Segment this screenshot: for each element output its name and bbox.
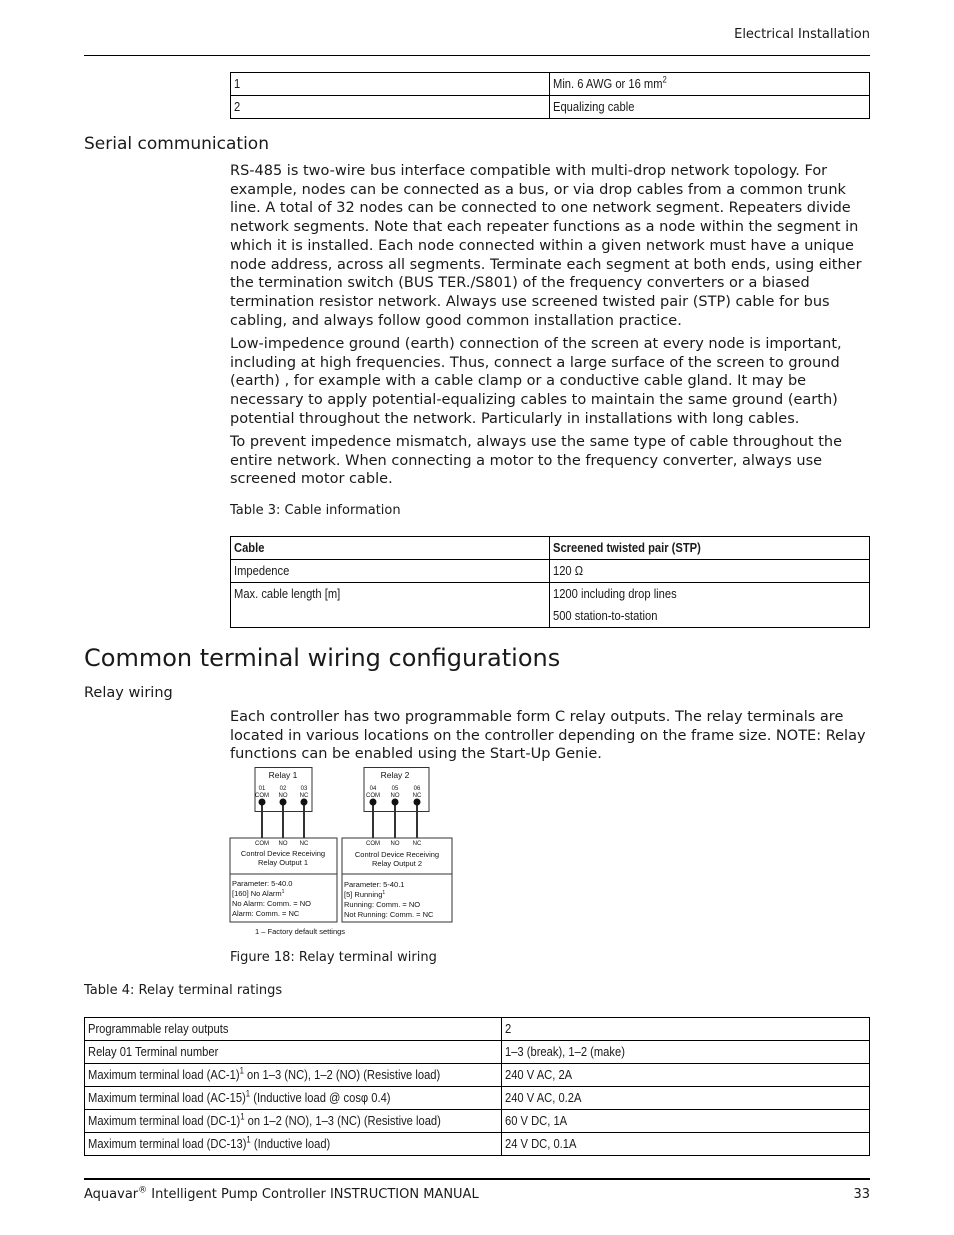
param-line: Parameter: 5-40.0 <box>232 879 293 888</box>
table-row <box>85 1041 870 1064</box>
table-row <box>231 96 870 119</box>
table-cell: 1 <box>231 73 550 96</box>
table-cell: 2 <box>231 96 550 119</box>
column-header: Cable <box>231 537 550 560</box>
terminal-label: NO <box>278 793 288 799</box>
relay-2-title: Relay 2 <box>380 770 410 780</box>
ground-cable-table <box>230 72 870 119</box>
table-cell: Max. cable length [m] <box>231 583 550 628</box>
table-row <box>85 1087 870 1110</box>
table-cell: Maximum terminal load $(DC-13)^1$ (Inductive load) <box>85 1133 502 1156</box>
table-header-row <box>231 537 870 560</box>
device-1-label: Relay Output 1 <box>257 858 309 867</box>
table-cell: Maximum terminal load $(AC-1)^1$ on 1–3 (NC), 1–2 (NO) (Resistive load) <box>85 1064 502 1087</box>
device-2-label: Relay Output 2 <box>371 859 423 868</box>
table-row <box>85 1064 870 1087</box>
table-cell: 2 <box>502 1018 870 1041</box>
table-cell: 1–3 (break), 1–2 (make) <box>502 1041 870 1064</box>
section-heading-serial: Serial communication <box>84 134 269 154</box>
column-header: Screened twisted pair (STP) <box>550 537 870 560</box>
table-row <box>85 1018 870 1041</box>
cable-info-table <box>230 536 870 628</box>
figure-caption: Figure 18: Relay terminal wiring <box>230 950 437 965</box>
running-header: Electrical Installation <box>734 27 870 42</box>
param-line: [160] No Alarm <box>232 889 282 898</box>
subheading-relay-wiring: Relay wiring <box>84 685 173 701</box>
terminal-label: COM <box>366 793 380 799</box>
table-cell: Equalizing cable <box>550 96 870 119</box>
param-line: Not Running: Comm. = NC <box>344 910 434 919</box>
table-row <box>231 560 870 583</box>
terminal-label: NC <box>412 793 422 799</box>
param-line: Running: Comm. = NO <box>344 900 421 909</box>
table4-caption: Table 4: Relay terminal ratings <box>84 983 283 998</box>
footer-rule <box>84 1178 870 1180</box>
table-cell: Impedence <box>231 560 550 583</box>
table-cell: 60 V DC, 1A <box>502 1110 870 1133</box>
table-cell: Min. 6 AWG or 16 $mm^2$ <box>550 73 870 96</box>
terminal-number: 05 <box>391 786 399 792</box>
table-cell: 1200 including drop lines 500 station-to-station <box>550 583 870 628</box>
device-terminal-label: NO <box>390 841 400 847</box>
terminal-number: 04 <box>369 786 377 792</box>
table3-caption: Table 3: Cable information <box>230 503 401 518</box>
terminal-number: 03 <box>300 786 308 792</box>
table-cell: Maximum terminal load $(DC-1)^1$ on 1–2 (NO), 1–3 (NC) (Resistive load) <box>85 1110 502 1133</box>
terminal-label: COM <box>255 793 269 799</box>
param-line: No Alarm: Comm. = NO <box>232 899 311 908</box>
terminal-number: 06 <box>413 786 421 792</box>
footer-title: Aquavar® Intelligent Pump Controller INSTRUCTION MANUAL <box>84 1185 479 1202</box>
device-terminal-label: NC <box>412 841 422 847</box>
device-terminal-label: COM <box>255 841 269 847</box>
section-heading-common-wiring: Common terminal wiring configurations <box>84 644 561 672</box>
table-row <box>231 583 870 628</box>
table-cell: 24 V DC, 0.1A <box>502 1133 870 1156</box>
device-2-label: Control Device Receiving <box>354 850 440 859</box>
table-cell: 240 V AC, 0.2A <box>502 1087 870 1110</box>
param-line: [5] Running <box>344 890 383 899</box>
param-line: Alarm: Comm. = NC <box>232 909 300 918</box>
table-cell: 240 V AC, 2A <box>502 1064 870 1087</box>
terminal-number: 01 <box>258 786 266 792</box>
page-number: 33 <box>853 1187 870 1202</box>
svg-text:[5] Running1: [5] Running$^1$ <box>344 890 386 899</box>
param-line: Parameter: 5-40.1 <box>344 880 405 889</box>
relay-wiring-diagram <box>228 766 458 940</box>
terminal-number: 02 <box>279 786 287 792</box>
relay-ratings-table <box>84 1017 870 1156</box>
table-row <box>85 1133 870 1156</box>
header-rule <box>84 55 870 56</box>
table-row <box>85 1110 870 1133</box>
table-row <box>231 73 870 96</box>
serial-paragraph-1: RS-485 is two-wire bus interface compatible with multi-drop network topology. For example, nodes can be connected as a bus, or via drop cables from a common trunk line. A total of 32 nodes can be connected to one network segment. Repeaters divide network segments. Note that each repeater functions as a node within the segment in which it is installed. Each node connected within a given network must have a unique node address, across all segments. Terminate each segment at both ends, using either the termination switch (BUS TER./S801) of the frequency converters or a biased termination resistor network. Always use screened twisted pair (STP) cable for bus cabling, and always follow good common installation practice. <box>230 163 862 329</box>
relay-1-title: Relay 1 <box>268 770 298 780</box>
device-terminal-label: NO <box>278 841 288 847</box>
relay-wiring-paragraph: Each controller has two programmable form C relay outputs. The relay terminals are located in various locations on the controller depending on the frame size. NOTE: Relay functions can be enabled using the Start-Up Genie. <box>230 709 866 763</box>
device-terminal-label: COM <box>366 841 380 847</box>
figure-footnote: 1 – Factory default settings <box>255 927 346 936</box>
table-cell: Maximum terminal load $(AC-15)^1$ (Inductive load @ cosφ 0.4) <box>85 1087 502 1110</box>
serial-paragraph-2: Low-impedence ground (earth) connection of the screen at every node is important, including at high frequencies. Thus, connect a large surface of the screen to ground (earth) , for example with a cable clamp or a conductive cable gland. It may be necessary to apply potential-equalizing cables to maintain the same ground (earth) potential throughout the network. Particularly in installations with long cables. <box>230 336 842 427</box>
table-cell: 120 Ω <box>550 560 870 583</box>
terminal-label: NC <box>299 793 309 799</box>
table-cell: Relay 01 Terminal number <box>85 1041 502 1064</box>
terminal-label: NO <box>390 793 400 799</box>
table-cell: Programmable relay outputs <box>85 1018 502 1041</box>
serial-paragraph-3: To prevent impedence mismatch, always use the same type of cable throughout the entire network. When connecting a motor to the frequency converter, always use screened motor cable. <box>230 434 843 488</box>
device-terminal-label: NC <box>299 841 309 847</box>
svg-text:[160] No Alarm1: [160] No Alarm$^1$ <box>232 889 285 898</box>
device-1-label: Control Device Receiving <box>240 849 326 858</box>
